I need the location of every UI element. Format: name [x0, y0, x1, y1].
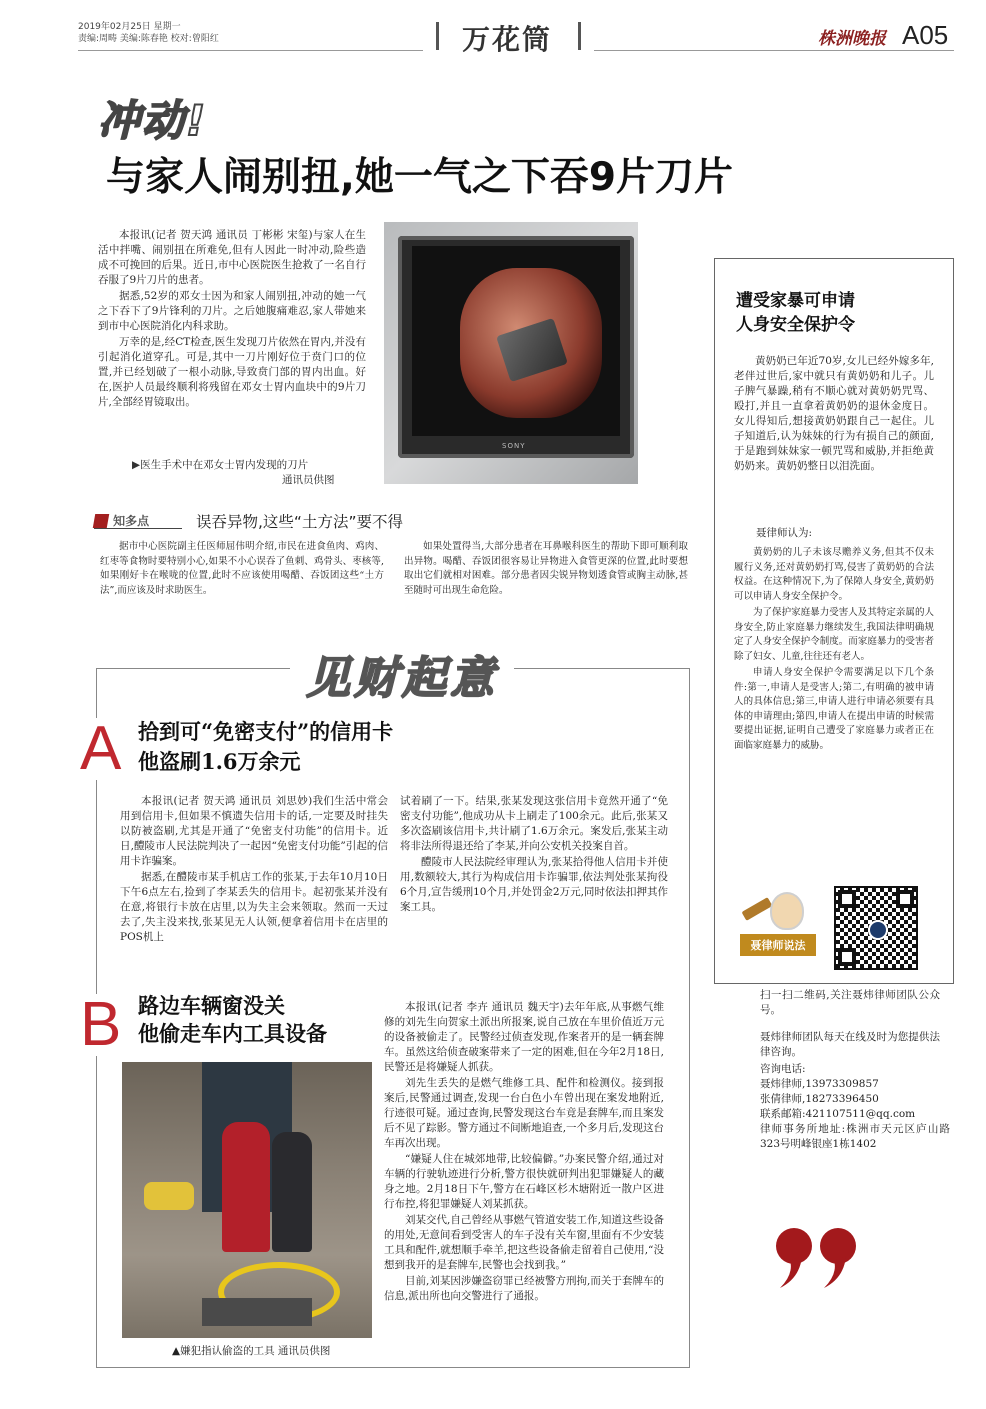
storyB-photo-caption: ▲嫌犯指认偷盗的工具 通讯员供图 [172, 1345, 331, 1357]
article1-photo [384, 222, 638, 484]
contact-line-2: 张倩律师,18273396450 [760, 1093, 879, 1105]
sidebar-scan-text: 扫一扫二维码,关注聂炜律师团队公众号。 [760, 989, 940, 1016]
sidebar-opinion-1: 黄奶奶的儿子未该尽赡养义务,但其不仅未履行义务,还对黄奶奶打骂,侵害了黄奶奶的合法权益。在这种情况下,为了保障人身安全,黄奶奶可以申请人身安全保护令。 [734, 547, 934, 602]
monitor-brand: SONY [502, 442, 526, 450]
monitor-screen [412, 246, 620, 436]
caption-arrow-icon: ▶ [132, 459, 141, 471]
article1-para-2: 据悉,52岁的邓女士因为和家人闹别扭,冲动的她一气之下吞下了9片锋利的刀片。之后她腹痛难忍,家人带她来到市中心医院消化内科求助。 [98, 290, 366, 332]
contact-line-4: 律师事务所地址:株洲市天元区庐山路323号明峰银座1栋1402 [760, 1123, 950, 1150]
contact-line-3: 联系邮箱:421107511@qq.com [760, 1108, 916, 1120]
article1-headline: 与家人闹别扭,她一气之下吞9片刀片 [106, 155, 733, 200]
header-date: 2019年02月25日 星期一 [78, 22, 181, 32]
quote-mark-icon [772, 1222, 864, 1292]
sidebar-headline-1: 遭受家暴可申请 [736, 291, 855, 311]
storyA-para-2: 据悉,在醴陵市某手机店工作的张某,于去年10月10日下午6点左右,捡到了李某丢失的信用卡。起初张某并没有在意,将银行卡放在店里,以为失主会来领取。然而一天过去了,失主没来找,张某见无人认领,便拿着信用卡在店里的POS机上 [120, 871, 388, 943]
sidebar-opinion-2: 为了保护家庭暴力受害人及其特定亲属的人身安全,防止家庭暴力继续发生,我国法律明确规定了人身安全保护令制度。而家庭暴力的受害者除了妇女、儿童,往往还有老人。 [734, 607, 934, 662]
section2-banner: 见财起意 [290, 642, 514, 706]
storyA-para-1: 本报讯(记者 贺天鸿 通讯员 刘思妙)我们生活中常会用到信用卡,但如果不慎遗失信用卡的话,一定要及时挂失以防被盗刷,尤其是开通了“免密支付功能”的信用卡。近日,醴陵市人民法院判决了一起因“免密支付功能”引起的信用卡诈骗案。 [120, 795, 388, 867]
photo-person-red [222, 1122, 270, 1252]
sidebar-contact [760, 1062, 950, 1152]
storyB-para-1: 本报讯(记者 李卉 通讯员 魏天宇)去年年底,从事燃气维修的刘先生向贺家土派出所报案,说自己放在车里价值近万元的设备被偷走了。民警经过侦查发现,作案者开的是一辆套牌车。虽然这给侦查破案带来了一定的困难,但在今年2月18日,民警还是将嫌疑人抓获。 [384, 1001, 664, 1073]
sidebar-service-text: 聂炜律师团队每天在线及时为您提供法律咨询。 [760, 1031, 940, 1058]
storyA-para-3: 试着刷了一下。结果,张某发现这张信用卡竟然开通了“免密支付功能”,他成功从卡上刷走了100余元。此后,张某又多次盗刷该信用卡,共计刷了1.6万余元。案发后,张某主动将非法所得退还给了李某,并向公安机关投案自首。 [400, 795, 668, 852]
storyB-para-2: 刘先生丢失的是燃气维修工具、配件和检测仪。接到报案后,民警通过调查,发现一台白色小车曾出现在案发地附近,行迹很可疑。通过查询,民警发现这台车竟是套牌车,而且案发后不见了踪影。警方通过不间断地追查,一个多月后,发现这台车再次出现。 [384, 1077, 664, 1149]
section-title: 万花筒 [462, 23, 553, 56]
qr-corner-tr [896, 890, 914, 908]
knowledge-tag: 知多点 [94, 510, 149, 529]
storyA-headline-2: 他盗刷1.6万余元 [138, 749, 301, 774]
header-bar-left [436, 22, 439, 50]
header-bar-right [578, 22, 581, 50]
lawyer-illustration [740, 890, 816, 962]
newspaper-logo: 株洲晚报 [818, 29, 886, 49]
header-editors: 责编:周畴 美编:陈春艳 校对:曾阳红 [78, 34, 219, 44]
photo-caption-2: 通讯员供图 [282, 474, 335, 486]
contact-line-1: 聂炜律师,13973309857 [760, 1078, 879, 1090]
storyB-para-4: 刘某交代,自己曾经从事燃气管道安装工作,知道这些设备的用处,无意间看到受害人的车子没有关车窗,里面有不少安装工具和配件,就想顺手牵羊,把这些设备偷走留着自己使用,“没想到我开的是套牌车,民警也会找到我。” [384, 1214, 664, 1271]
lawyer-head-icon [770, 892, 804, 930]
storyB-para-5: 目前,刘某因涉嫌盗窃罪已经被警方刑拘,而关于套牌车的信息,派出所也向交警进行了通报。 [384, 1275, 664, 1302]
article1-para-3: 万幸的是,经CT检查,医生发现刀片依然在胃内,并没有引起消化道穿孔。可是,其中一刀片刚好位于贲门口的位置,并已经划破了一根小动脉,导致贲门部的胃内出血。好在,医护人员最终顺利将残留在邓女士胃内血块中的9片刀片,全部经胃镜取出。 [98, 336, 366, 408]
storyB-photo [122, 1062, 372, 1338]
storyA-letter: A [80, 714, 122, 783]
storyB-para-3: “嫌疑人住在城郊地带,比较偏僻。”办案民警介绍,通过对车辆的行驶轨迹进行分析,警方很快就研判出犯罪嫌疑人的藏身之地。2月18日下午,警方在石峰区杉木塘附近一散户区进行布控,将犯罪嫌疑人刘某抓获。 [384, 1153, 664, 1210]
photo-toy-car [144, 1182, 194, 1210]
qr-corner-tl [838, 890, 856, 908]
pencil-icon [93, 514, 109, 528]
page-number: A05 [902, 20, 949, 50]
header-rule-left [78, 50, 423, 51]
contact-title: 咨询电话: [760, 1063, 806, 1075]
storyA-para-4: 醴陵市人民法院经审理认为,张某拾得他人信用卡并使用,数额较大,其行为构成信用卡诈骗罪,依法判处张某拘役6个月,宣告缓刑10个月,并处罚金2万元,同时依法扣押其作案工具。 [400, 856, 668, 913]
sidebar-headline-2: 人身安全保护令 [736, 315, 855, 335]
knowledge-tag-rule [94, 528, 182, 529]
sidebar-opinion-3: 申请人身安全保护令需要满足以下几个条件:第一,申请人是受害人;第二,有明确的被申请人的具体信息;第三,申请人进行申请必须要有具体的申请理由;第四,申请人在提出申请的时候需要提出证据,证明自己遭受了家庭暴力或者正在面临家庭暴力的威胁。 [734, 667, 934, 751]
storyB-headline-2: 他偷走车内工具设备 [138, 1021, 327, 1046]
knowledge-col1: 据市中心医院副主任医师屈伟明介绍,市民在进食鱼肉、鸡肉、红枣等食物时要特别小心,如果不小心误吞了鱼刺、鸡骨头、枣核等,如果刚好卡在喉咙的位置,此时不应该使用喝醋、吞饭团这些“土方法”,而应该及时求助医生。 [100, 541, 384, 596]
knowledge-col2: 如果处置得当,大部分患者在耳鼻喉科医生的帮助下即可顺利取出异物。喝醋、吞饭团很容易让异物进入食管更深的位置,此时要想取出它们就相对困难。部分患者因尖锐异物划透食管或胸主动脉,甚至随时可出现生命危险。 [404, 541, 688, 596]
storyB-body [384, 1000, 664, 1305]
storyB-headline-1: 路边车辆窗没关 [138, 993, 285, 1018]
photo-person-dark [272, 1132, 312, 1252]
storyB-letter: B [80, 990, 122, 1059]
qr-corner-bl [838, 948, 856, 966]
storyA-col1 [120, 794, 388, 946]
gavel-icon [742, 897, 773, 921]
sidebar-story: 黄奶奶已年近70岁,女儿已经外嫁多年,老伴过世后,家中就只有黄奶奶和儿子。儿子脾气暴躁,稍有不顺心就对黄奶奶咒骂、殴打,并且一直拿着黄奶奶的退休金度日。女儿得知后,想接黄奶奶跟自己一起住。儿子知道后,认为妹妹的行为有损自己的颜面,于是跑到妹妹家一顿咒骂和威胁,并拒绝黄奶奶来。黄奶奶整日以泪洗面。 [734, 355, 934, 472]
article1-para-1: 本报讯(记者 贺天鸿 通讯员 丁彬彬 宋玺)与家人在生活中拌嘴、闹别扭在所难免,但有人因此一时冲动,险些造成不可挽回的后果。近日,市中心医院医生抢救了一名自行吞服了9片刀片的患者。 [98, 229, 366, 286]
storyA-col2 [400, 794, 668, 916]
badge-label: 聂律师说法 [740, 934, 816, 956]
header-rule-right [594, 50, 954, 51]
knowledge-title: 误吞异物,这些“土方法”要不得 [196, 513, 403, 531]
sidebar-lawyer-says: 聂律师认为: [756, 527, 813, 539]
photo-tools [202, 1298, 312, 1326]
monitor-frame [398, 236, 634, 458]
qr-code[interactable] [834, 886, 918, 970]
article1-kicker: 冲动! [98, 96, 208, 145]
sidebar-opinion [734, 546, 934, 755]
storyA-headline-1: 拾到可“免密支付”的信用卡 [138, 719, 394, 744]
photo-caption-1: ▶医生手术中在邓女士胃内发现的刀片 [132, 459, 309, 471]
qr-center-logo [868, 920, 888, 940]
article1-body [98, 228, 366, 411]
